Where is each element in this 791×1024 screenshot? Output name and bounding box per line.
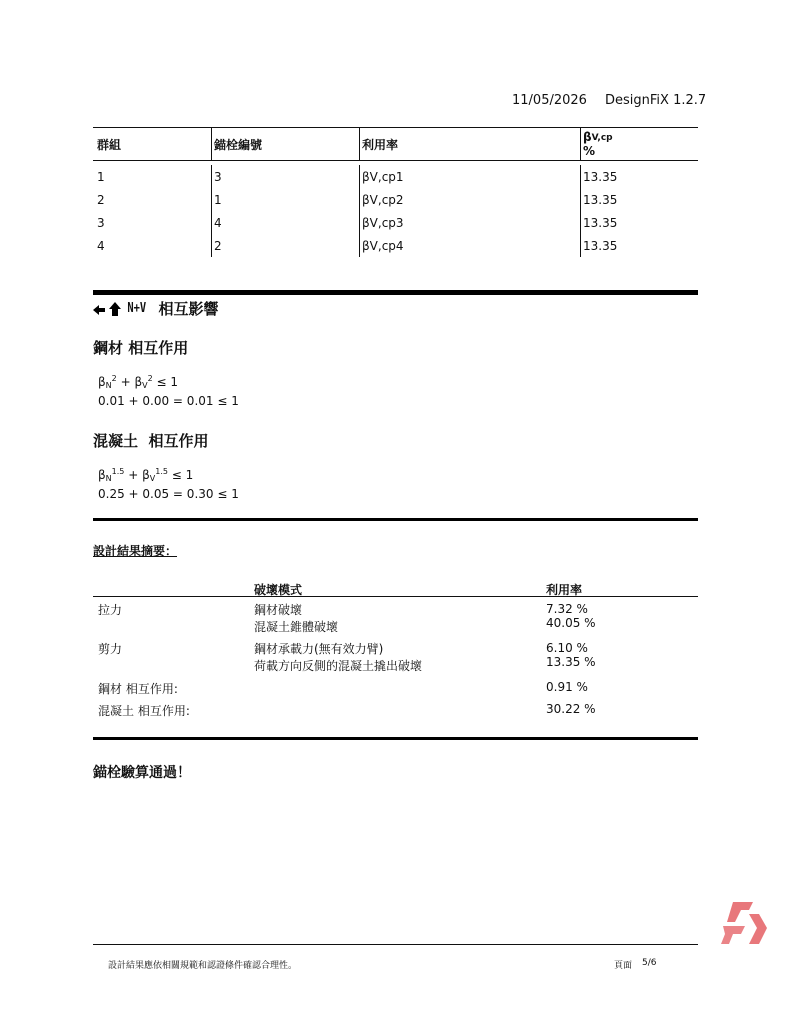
group-cell: 1 xyxy=(97,169,105,184)
summary-util: 30.22 % xyxy=(546,702,596,716)
section-divider xyxy=(93,737,698,740)
beta-subscript: V,cp xyxy=(591,132,613,143)
anchor-cell: 3 xyxy=(211,165,359,188)
beta-cell: β V,cp4 xyxy=(359,234,580,257)
summary-load-concrete-interaction: 混凝土 相互作用: xyxy=(98,704,190,718)
summary-label: 設計結果摘要： xyxy=(93,544,178,558)
table-row xyxy=(93,234,698,257)
col-beta-header xyxy=(580,128,698,160)
header-app-name: DesignFiX 1.2.7 xyxy=(605,93,707,108)
summary-util: 6.10 % xyxy=(546,641,588,655)
concrete-formula: $\beta_N^{1.5} + \beta_V^{1.5} \le 1$ xyxy=(98,467,194,483)
summary-load-tension: 拉力 xyxy=(98,603,123,617)
group-cell: 2 xyxy=(97,192,105,207)
summary-util: 0.91 % xyxy=(546,680,588,694)
summary-mode: 鋼材承載力(無有效力臂) xyxy=(254,642,384,656)
table-row xyxy=(93,211,698,234)
group-cell: 3 xyxy=(97,215,105,230)
col-anchor-header: 錨栓編號 xyxy=(211,128,359,160)
summary-util: 13.35 % xyxy=(546,655,596,669)
anchor-cell: 1 xyxy=(211,188,359,211)
verdict-text: 錨栓驗算通過！ xyxy=(93,765,191,781)
summary-mode: 鋼材破壞 xyxy=(254,603,303,617)
summary-util: 40.05 % xyxy=(546,616,596,630)
col-group-header: 群組 xyxy=(97,137,122,152)
col-util-header: 利用率 xyxy=(546,583,583,597)
summary-load-steel-interaction: 鋼材 相互作用: xyxy=(98,682,178,696)
brand-logo-icon xyxy=(719,900,769,946)
value-cell: 13.35 xyxy=(580,165,698,188)
footer-page-label: 頁面 xyxy=(614,961,633,971)
interaction-heading xyxy=(93,298,219,319)
value-cell: 13.35 xyxy=(580,234,698,257)
summary-mode: 荷載方向反側的混凝土撬出破壞 xyxy=(254,659,423,673)
steel-result: 0.01 + 0.00 = 0.01 ≤ 1 xyxy=(98,394,239,408)
section-divider xyxy=(93,290,698,295)
summary-util: 7.32 % xyxy=(546,602,588,616)
concrete-interaction-title: 混凝土 相互作用 xyxy=(93,432,209,450)
group-cell: 4 xyxy=(97,238,105,253)
group-table xyxy=(93,127,698,257)
section-divider xyxy=(93,518,698,521)
footer-page-number: 5/6 xyxy=(642,958,657,968)
value-cell: 13.35 xyxy=(580,188,698,211)
value-cell: 13.35 xyxy=(580,211,698,234)
col-utilization-header: 利用率 xyxy=(359,128,580,160)
summary-mode: 混凝土錐體破壞 xyxy=(254,620,339,634)
summary-table-header xyxy=(93,581,698,597)
left-up-arrows-icon xyxy=(93,301,123,317)
table-row xyxy=(93,165,698,188)
unit-label: % xyxy=(583,143,596,158)
beta-cell: β V,cp2 xyxy=(359,188,580,211)
steel-interaction-title: 鋼材 相互作用 xyxy=(93,339,189,357)
footer-rule xyxy=(93,944,698,945)
table-row xyxy=(93,188,698,211)
beta-cell: β V,cp1 xyxy=(359,165,580,188)
anchor-cell: 2 xyxy=(211,234,359,257)
anchor-cell: 4 xyxy=(211,211,359,234)
beta-cell: β V,cp3 xyxy=(359,211,580,234)
footer-note: 設計結果應依相關規範和認證條件確認合理性。 xyxy=(108,961,298,971)
nv-icon-label: N+V xyxy=(127,301,147,316)
summary-load-shear: 剪力 xyxy=(98,642,123,656)
col-mode-header: 破壞模式 xyxy=(254,583,303,597)
interaction-title: 相互影響 xyxy=(158,300,219,318)
beta-symbol: β xyxy=(583,129,592,144)
concrete-result: 0.25 + 0.05 = 0.30 ≤ 1 xyxy=(98,487,239,501)
steel-formula: $\beta_N^2 + \beta_V^2 \le 1$ xyxy=(98,374,179,390)
header-date: 11/05/2026 xyxy=(512,93,587,108)
group-table-header xyxy=(93,127,698,161)
